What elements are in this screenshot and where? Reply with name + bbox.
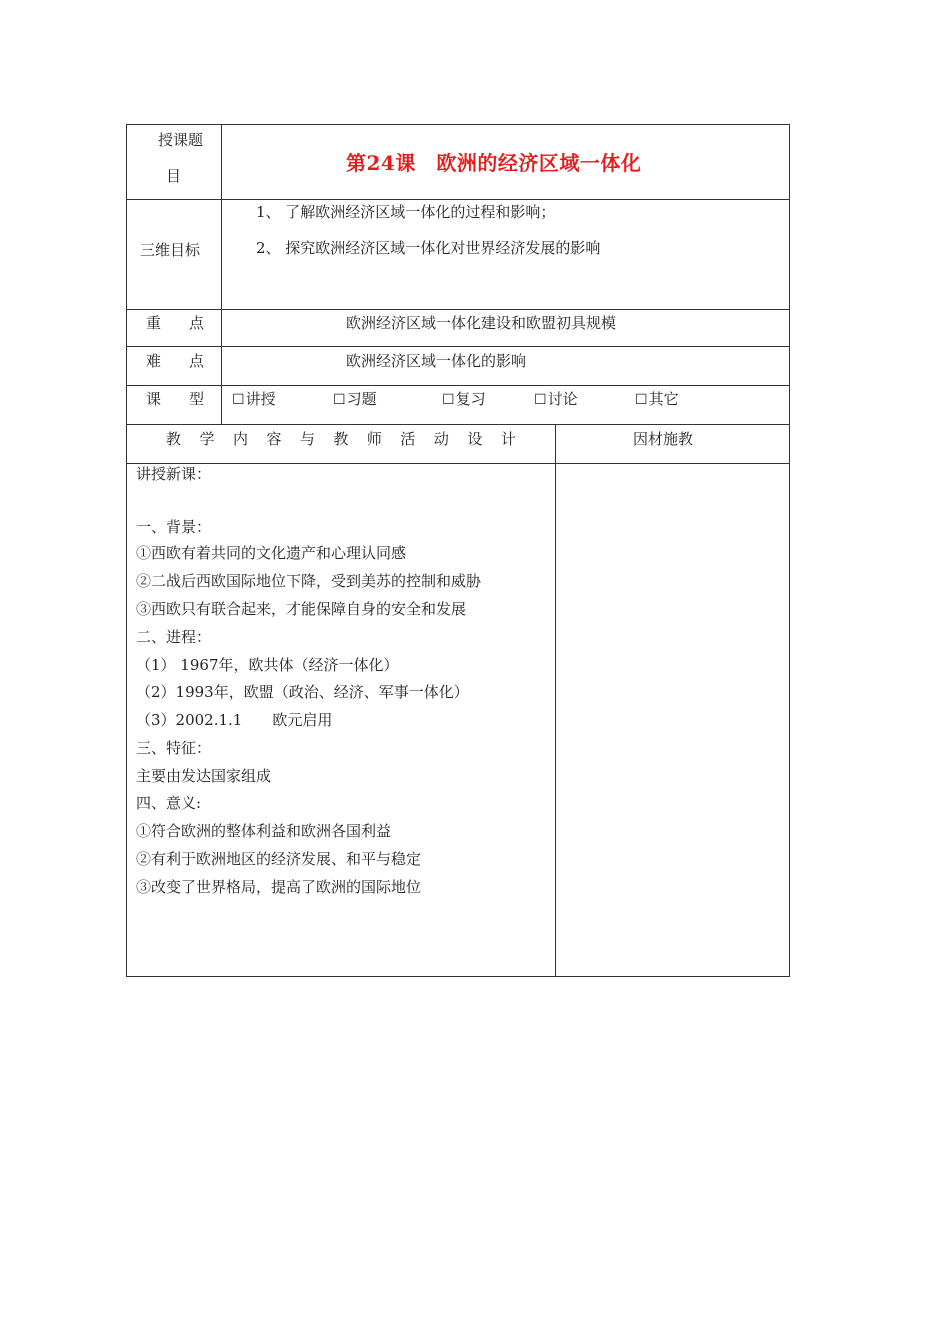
table-border-bottom [126,976,790,977]
header-char: 活 [400,430,416,448]
checkbox-icon[interactable]: ☐ [232,392,245,408]
content-line: 主要由发达国家组成 [136,767,272,785]
objective-item: 2、 探究欧洲经济区域一体化对世界经济发展的影响 [256,239,601,257]
option-label: 讨论 [547,390,578,408]
header-char: 动 [433,430,449,448]
lesson-type-option-discussion[interactable] [534,389,578,410]
column-divider [221,124,222,425]
row-divider [126,309,790,310]
checkbox-icon[interactable]: ☐ [534,392,547,408]
column-divider [555,424,556,977]
header-char: 设 [467,430,483,448]
difficulty-label-char: 难 [146,352,162,370]
key-point-label-char: 点 [188,314,204,332]
content-line: ②有利于欧洲地区的经济发展、和平与稳定 [136,850,422,868]
header-char: 学 [199,430,215,448]
table-border-top [126,124,790,125]
content-line: ③西欧只有联合起来，才能保障自身的安全和发展 [136,600,467,618]
lesson-type-option-exercise[interactable] [333,389,377,410]
header-char: 师 [366,430,382,448]
row-divider [126,199,790,200]
lesson-title: 第24课 欧洲的经济区域一体化 [346,151,642,175]
content-line: ②二战后西欧国际地位下降，受到美苏的控制和威胁 [136,572,482,590]
content-line: 二、进程： [136,628,212,646]
content-line: 讲授新课： [136,465,212,483]
option-label: 习题 [346,390,377,408]
topic-label-line1: 授课题 [158,131,204,149]
lesson-type-option-other[interactable] [635,389,679,410]
content-line: ③改变了世界格局，提高了欧洲的国际地位 [136,878,422,896]
option-label: 复习 [455,390,486,408]
row-divider [126,346,790,347]
design-column-header [166,429,516,449]
checkbox-icon[interactable]: ☐ [635,392,648,408]
checkbox-icon[interactable]: ☐ [333,392,346,408]
key-point-value: 欧洲经济区域一体化建设和欧盟初具规模 [346,314,617,332]
header-char: 教 [333,430,349,448]
difficulty-value: 欧洲经济区域一体化的影响 [346,352,527,370]
notes-column-header: 因材施教 [633,430,694,448]
table-border-right [789,124,790,977]
lesson-type-label [146,389,204,409]
table-border-left [126,124,127,977]
lesson-type-label-char: 课 [146,390,162,408]
content-line: （3）2002.1.1 欧元启用 [136,711,333,729]
header-char: 内 [232,430,248,448]
checkbox-icon[interactable]: ☐ [442,392,455,408]
key-point-label-char: 重 [146,314,162,332]
header-char: 容 [266,430,282,448]
content-line: 四、意义: [136,794,202,812]
row-divider [126,463,790,464]
content-line: 三、特征： [136,739,212,757]
difficulty-label-char: 点 [188,352,204,370]
header-char: 教 [166,430,182,448]
content-line: （2）1993年，欧盟（政治、经济、军事一体化） [136,683,469,701]
content-line: （1） 1967年，欧共体（经济一体化） [136,656,399,674]
row-divider [126,424,790,425]
lesson-type-option-lecture[interactable] [232,389,276,410]
row-divider [126,385,790,386]
difficulty-label [146,351,204,371]
option-label: 其它 [648,390,679,408]
key-point-label [146,313,204,333]
option-label: 讲授 [245,390,276,408]
content-line: 一、背景： [136,518,212,536]
lesson-type-option-review[interactable] [442,389,486,410]
content-line: ①西欧有着共同的文化遗产和心理认同感 [136,544,407,562]
objectives-label: 三维目标 [140,241,201,259]
objective-item: 1、 了解欧洲经济区域一体化的过程和影响； [256,203,556,221]
topic-label-line2: 目 [166,167,182,185]
header-char: 计 [500,430,516,448]
lesson-type-label-char: 型 [188,390,204,408]
content-line: ①符合欧洲的整体利益和欧洲各国利益 [136,822,392,840]
header-char: 与 [299,430,315,448]
